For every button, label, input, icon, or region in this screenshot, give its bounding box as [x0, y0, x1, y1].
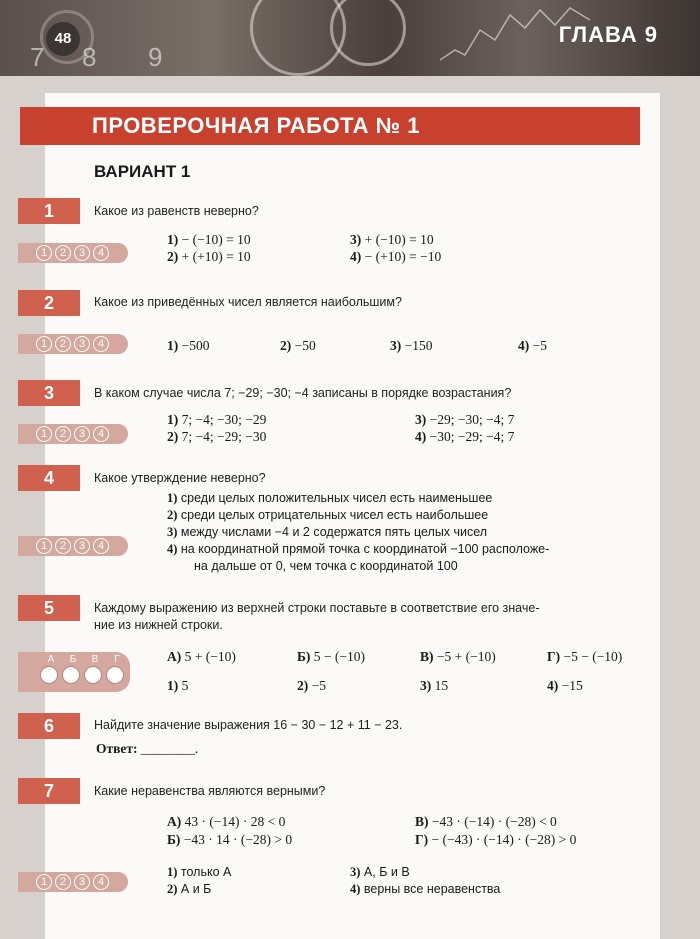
answer-circle[interactable]: 4: [93, 245, 109, 261]
inequality: А) 43 · (−14) · 28 < 0: [167, 814, 286, 829]
question-text: ние из нижней строки.: [94, 618, 223, 632]
option: 3) −29; −30; −4; 7: [415, 412, 515, 427]
answer-circle[interactable]: 3: [74, 426, 90, 442]
answer-circles: [18, 536, 128, 556]
option: 1) − (−10) = 10: [167, 232, 251, 247]
answer-letter: А: [47, 654, 55, 665]
answer-circle[interactable]: 4: [93, 426, 109, 442]
question-number: 2: [18, 290, 80, 316]
value: 3) 15: [420, 678, 449, 693]
expression: Г) −5 − (−10): [547, 649, 623, 664]
answer-circle[interactable]: 1: [36, 538, 52, 554]
question-text: Какое из приведённых чисел является наибольшим?: [94, 295, 402, 309]
option: 3) А, Б и В: [350, 865, 410, 879]
answer-circle[interactable]: 3: [74, 538, 90, 554]
answer-box[interactable]: [106, 666, 124, 684]
option: 2) А и Б: [167, 882, 212, 896]
answer-letter: Г: [114, 654, 120, 665]
inequality: В) −43 · (−14) · (−28) < 0: [415, 814, 557, 829]
question-text: Какое утверждение неверно?: [94, 471, 266, 485]
answer-circle[interactable]: 4: [93, 538, 109, 554]
value: 4) −15: [547, 678, 583, 693]
variant-heading: ВАРИАНТ 1: [94, 162, 191, 181]
value: 2) −5: [297, 678, 326, 693]
question-number: 3: [18, 380, 80, 406]
answer-circle[interactable]: 4: [93, 336, 109, 352]
answer-circle[interactable]: 3: [74, 245, 90, 261]
answer-circle[interactable]: 4: [93, 874, 109, 890]
answer-circles: [18, 872, 128, 892]
inequality: Б) −43 · 14 · (−28) > 0: [167, 832, 293, 847]
option: 3) −150: [390, 338, 433, 353]
question-text: Найдите значение выражения 16 − 30 − 12 + 11 − 23.: [94, 718, 403, 732]
answer-label: Ответ:: [96, 741, 138, 756]
question-number: 5: [18, 595, 80, 621]
answer-circle[interactable]: 3: [74, 874, 90, 890]
option: 1) среди целых положительных чисел есть наименьшее: [167, 491, 493, 505]
page-number: 48: [46, 22, 80, 56]
option: 1) 7; −4; −30; −29: [167, 412, 267, 427]
value: 1) 5: [167, 678, 189, 693]
question-text: Каждому выражению из верхней строки поставьте в соответствие его значе-: [94, 601, 540, 615]
expression: В) −5 + (−10): [420, 649, 496, 664]
answer-box[interactable]: [40, 666, 58, 684]
question-number: 1: [18, 198, 80, 224]
question-number: 6: [18, 713, 80, 739]
option: 2) −50: [280, 338, 316, 353]
inequality: Г) − (−43) · (−14) · (−28) > 0: [415, 832, 577, 847]
option: 2) + (+10) = 10: [167, 249, 251, 264]
option: 3) + (−10) = 10: [350, 232, 434, 247]
option: 1) −500: [167, 338, 210, 353]
answer-letter: Б: [69, 654, 77, 665]
answer-circles: [18, 334, 128, 354]
answer-circle[interactable]: 1: [36, 874, 52, 890]
answer-match-grid: [18, 652, 130, 692]
option: 2) среди целых отрицательных чисел есть наибольшее: [167, 508, 489, 522]
question-text: В каком случае числа 7; −29; −30; −4 записаны в порядке возрастания?: [94, 386, 512, 400]
answer-circles: [18, 243, 128, 263]
question-number: 4: [18, 465, 80, 491]
answer-circle[interactable]: 2: [55, 538, 71, 554]
option: 4) верны все неравенства: [350, 882, 501, 896]
answer-box[interactable]: [62, 666, 80, 684]
deco-digit: 9: [148, 42, 163, 72]
page-title: ПРОВЕРОЧНАЯ РАБОТА № 1: [92, 113, 421, 138]
answer-circle[interactable]: 1: [36, 245, 52, 261]
answer-circle[interactable]: 2: [55, 336, 71, 352]
option: 4) − (+10) = −10: [350, 249, 442, 264]
question-text: Какое из равенств неверно?: [94, 204, 259, 218]
answer-line: [96, 741, 198, 757]
expression: А) 5 + (−10): [167, 649, 236, 664]
option: 4) −30; −29; −4; 7: [415, 429, 515, 444]
answer-letter: В: [91, 654, 99, 665]
answer-circles: [18, 424, 128, 444]
option: 4) на координатной прямой точка с координатой −100 расположе-: [167, 542, 550, 556]
gauge-decoration: [330, 0, 406, 66]
question-number: 7: [18, 778, 80, 804]
option-continuation: на дальше от 0, чем точка с координатой 100: [194, 559, 458, 573]
answer-circle[interactable]: 2: [55, 874, 71, 890]
deco-digit: 8: [82, 42, 97, 72]
option: 3) между числами −4 и 2 содержатся пять целых чисел: [167, 525, 488, 539]
answer-circle[interactable]: 1: [36, 426, 52, 442]
answer-circle[interactable]: 3: [74, 336, 90, 352]
option: 4) −5: [518, 338, 547, 353]
answer-circle[interactable]: 1: [36, 336, 52, 352]
question-text: Какие неравенства являются верными?: [94, 784, 326, 798]
chapter-label: ГЛАВА 9: [558, 22, 658, 47]
option: 2) 7; −4; −29; −30: [167, 429, 267, 444]
option: 1) только А: [167, 865, 232, 879]
answer-blank[interactable]: ________.: [140, 741, 199, 756]
expression: Б) 5 − (−10): [297, 649, 366, 664]
answer-circle[interactable]: 2: [55, 245, 71, 261]
answer-circle[interactable]: 2: [55, 426, 71, 442]
deco-digit: 7: [30, 42, 45, 72]
answer-box[interactable]: [84, 666, 102, 684]
